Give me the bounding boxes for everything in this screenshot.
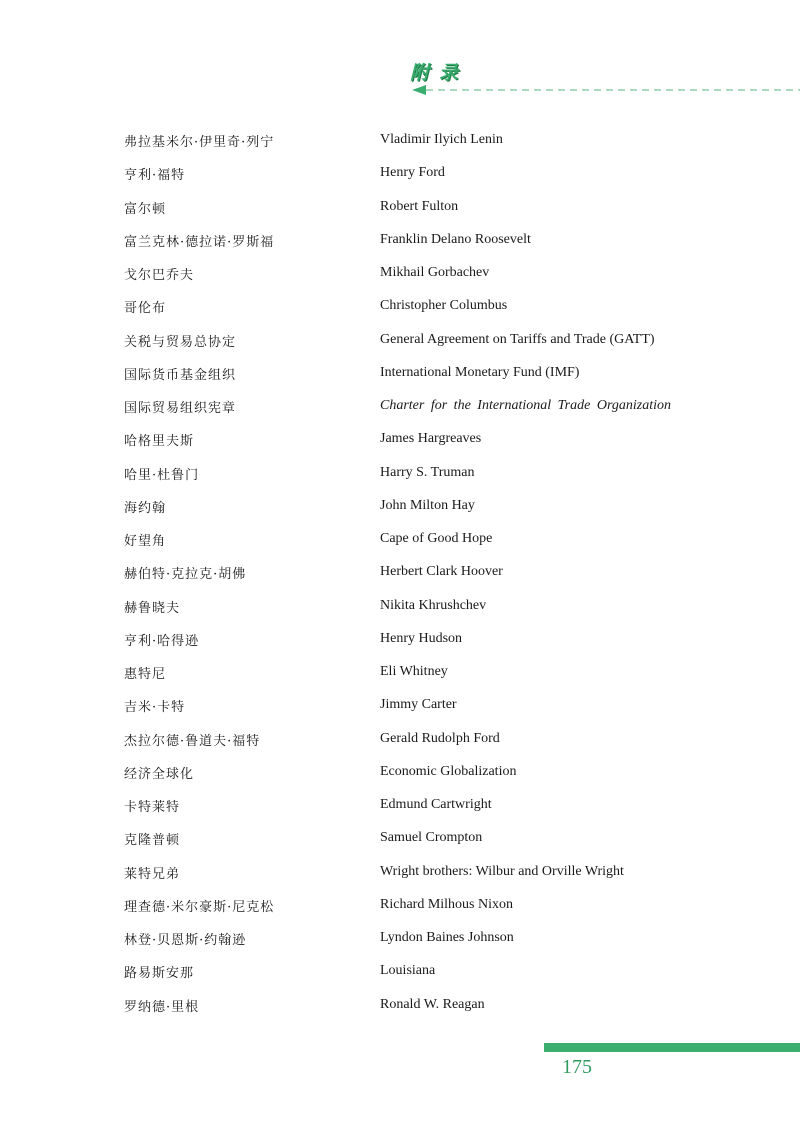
glossary-entry (124, 624, 764, 657)
english-term: Economic Globalization (380, 763, 517, 779)
english-term: Mikhail Gorbachev (380, 265, 490, 280)
english-term: Eli Whitney (380, 664, 448, 679)
glossary-entry (124, 391, 764, 424)
english-term: Edmund Cartwright (380, 797, 492, 812)
chinese-term: 赫鲁晓夫 (124, 600, 181, 616)
footer-bar (544, 1043, 800, 1052)
chinese-term: 哥伦布 (124, 301, 167, 317)
english-term: Lyndon Baines Johnson (380, 930, 514, 945)
chinese-term: 戈尔巴乔夫 (124, 268, 195, 283)
glossary-entry (124, 258, 764, 291)
chinese-term: 理查德·米尔豪斯·尼克松 (124, 899, 275, 915)
chinese-term: 惠特尼 (124, 667, 167, 682)
chinese-term: 克隆普顿 (124, 833, 181, 849)
glossary-list (124, 125, 764, 1023)
chinese-term: 赫伯特·克拉克·胡佛 (124, 567, 247, 583)
chinese-term: 弗拉基米尔·伊里奇·列宁 (124, 135, 275, 150)
chinese-term: 亨利·福特 (124, 168, 186, 184)
english-term: Gerald Rudolph Ford (380, 730, 500, 746)
chinese-term: 莱特兄弟 (124, 866, 181, 882)
english-term: Nikita Khrushchev (380, 597, 487, 613)
chinese-term: 林登·贝恩斯·约翰逊 (124, 933, 247, 948)
chinese-term: 罗纳德·里根 (124, 999, 200, 1015)
english-term: General Agreement on Tariffs and Trade (GATT) (380, 331, 655, 347)
english-term: Franklin Delano Roosevelt (380, 231, 531, 247)
glossary-entry (124, 557, 764, 590)
chinese-term: 国际货币基金组织 (124, 367, 237, 383)
glossary-entry (124, 424, 764, 457)
glossary-entry (124, 591, 764, 624)
chinese-term: 海约翰 (124, 500, 167, 516)
chinese-term: 关税与贸易总协定 (124, 334, 237, 350)
chinese-term: 国际贸易组织宪章 (124, 401, 237, 416)
chinese-term: 经济全球化 (124, 766, 195, 782)
glossary-entry (124, 823, 764, 856)
english-term: Cape of Good Hope (380, 531, 493, 546)
header-dashed-rule (412, 83, 800, 97)
english-term: Herbert Clark Hoover (380, 564, 503, 580)
english-term: Charter for the International Trade Organization (380, 398, 671, 413)
chinese-term: 卡特莱特 (124, 800, 181, 815)
glossary-entry (124, 657, 764, 690)
glossary-entry (124, 757, 764, 790)
english-term: Harry S. Truman (380, 464, 475, 480)
chinese-term: 好望角 (124, 534, 167, 549)
english-term: Henry Hudson (380, 630, 463, 646)
english-term: Robert Fulton (380, 198, 459, 214)
english-term: John Milton Hay (380, 497, 475, 513)
chinese-term: 杰拉尔德·鲁道夫·福特 (124, 733, 261, 749)
glossary-entry (124, 524, 764, 557)
chinese-term: 亨利·哈得逊 (124, 633, 200, 649)
glossary-entry (124, 225, 764, 258)
glossary-entry (124, 857, 764, 890)
english-term: Jimmy Carter (380, 697, 457, 713)
section-title: 附录 (410, 62, 469, 84)
chinese-term: 路易斯安那 (124, 966, 195, 982)
glossary-entry (124, 890, 764, 923)
english-term: Vladimir Ilyich Lenin (380, 132, 503, 147)
glossary-entry (124, 690, 764, 723)
glossary-entry (124, 458, 764, 491)
page-number: 175 (562, 1056, 592, 1078)
glossary-entry (124, 325, 764, 358)
chinese-term: 富兰克林·德拉诺·罗斯福 (124, 234, 275, 250)
glossary-entry (124, 923, 764, 956)
glossary-entry (124, 724, 764, 757)
english-term: Louisiana (380, 963, 436, 979)
english-term: International Monetary Fund (IMF) (380, 364, 580, 380)
glossary-entry (124, 158, 764, 191)
english-term: Samuel Crompton (380, 830, 483, 846)
glossary-entry (124, 990, 764, 1023)
chinese-term: 哈里·杜鲁门 (124, 467, 200, 483)
english-term: Wright brothers: Wilbur and Orville Wright (380, 863, 624, 879)
english-term: James Hargreaves (380, 431, 482, 447)
chinese-term: 哈格里夫斯 (124, 434, 195, 450)
glossary-entry (124, 790, 764, 823)
glossary-entry (124, 491, 764, 524)
glossary-entry (124, 125, 764, 158)
english-term: Christopher Columbus (380, 298, 508, 314)
english-term: Richard Milhous Nixon (380, 896, 513, 912)
chinese-term: 富尔顿 (124, 201, 167, 217)
glossary-entry (124, 291, 764, 324)
chinese-term: 吉米·卡特 (124, 700, 186, 716)
english-term: Henry Ford (380, 165, 445, 181)
english-term: Ronald W. Reagan (380, 996, 485, 1012)
glossary-entry (124, 956, 764, 989)
glossary-entry (124, 192, 764, 225)
arrow-left-icon (412, 85, 426, 95)
glossary-entry (124, 358, 764, 391)
